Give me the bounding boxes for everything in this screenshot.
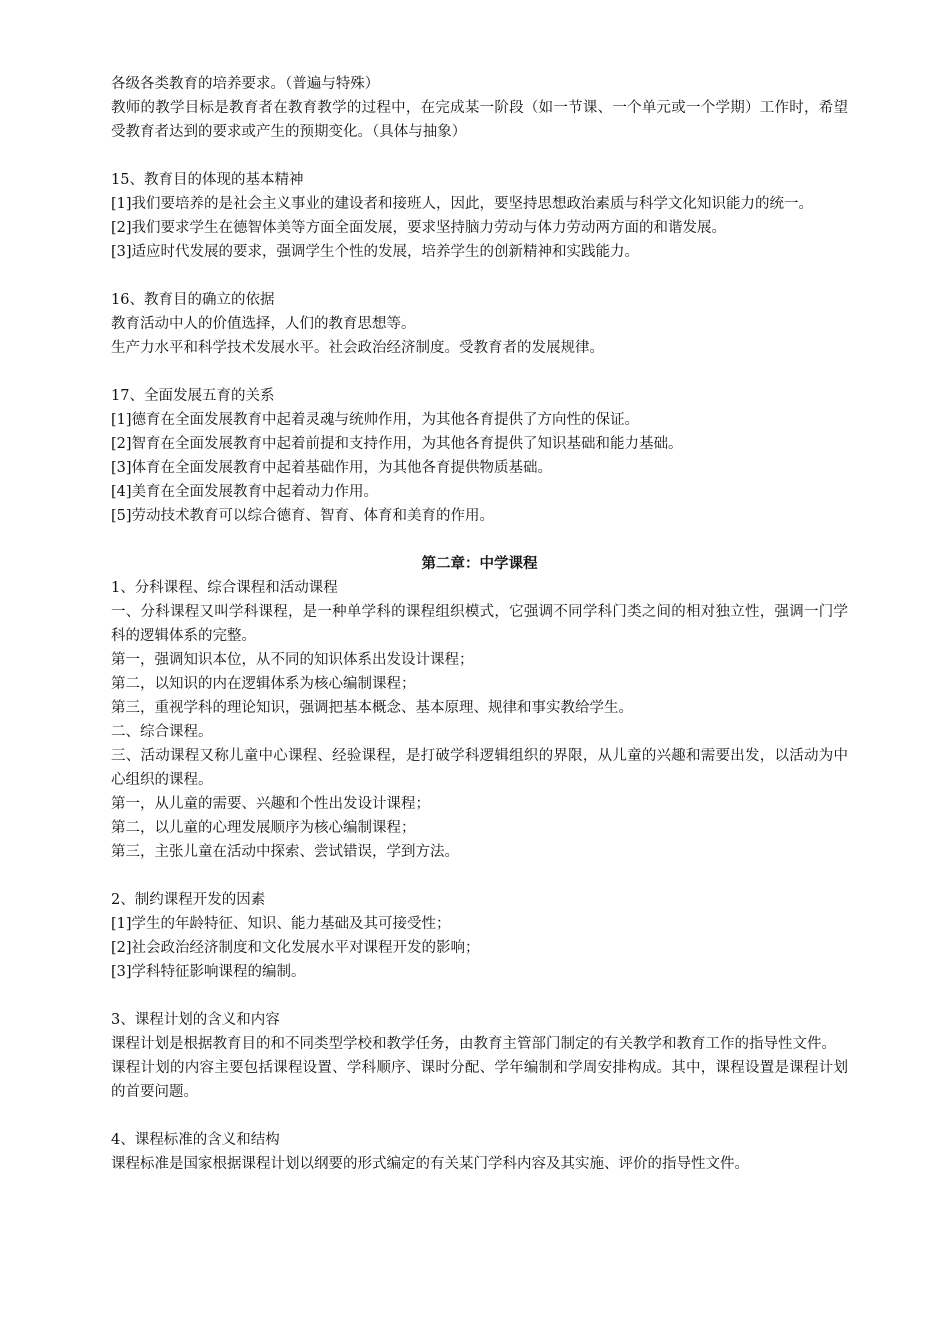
text-line: [5]劳动技术教育可以综合德育、智育、体育和美育的作用。 (111, 508, 495, 524)
paragraph-spacer (111, 864, 848, 888)
text-line: 第一，强调知识本位，从不同的知识体系出发设计课程； (111, 652, 474, 668)
text-line: 第三，重视学科的理论知识，强调把基本概念、基本原理、规律和事实教给学生。 (111, 700, 633, 716)
text-line: 17、全面发展五育的关系 (111, 388, 275, 404)
text-line: 1、分科课程、综合课程和活动课程 (111, 580, 338, 596)
chapter-heading: 第二章：中学课程 (421, 555, 538, 572)
text-line: [3]学科特征影响课程的编制。 (111, 964, 306, 980)
text-line: 第一，从儿童的需要、兴趣和个性出发设计课程； (111, 796, 430, 812)
text-line: 第三，主张儿童在活动中探索、尝试错误，学到方法。 (111, 844, 459, 860)
text-line: 二、综合课程。 (111, 724, 213, 740)
text-line: [1]我们要培养的是社会主义事业的建设者和接班人，因此，要坚持思想政治素质与科学文化知识能力的统一。 (111, 196, 814, 212)
text-line: [4]美育在全面发展教育中起着动力作用。 (111, 484, 379, 500)
text-line: 教师的教学目标是教育者在教育教学的过程中，在完成某一阶段（如一节课、一个单元或一个学期）工作时，希望受教育者达到的要求或产生的预期变化。（具体与抽象） (111, 100, 848, 140)
text-line: [2]智育在全面发展教育中起着前提和支持作用，为其他各育提供了知识基础和能力基础。 (111, 436, 683, 452)
text-line: 第二，以儿童的心理发展顺序为核心编制课程； (111, 820, 416, 836)
paragraph-spacer (111, 528, 848, 552)
text-line: [3]适应时代发展的要求，强调学生个性的发展，培养学生的创新精神和实践能力。 (111, 244, 640, 260)
text-line: 三、活动课程又称儿童中心课程、经验课程，是打破学科逻辑组织的界限，从儿童的兴趣和需要出发，以活动为中心组织的课程。 (111, 748, 848, 788)
document-page (111, 72, 848, 1176)
text-line: [3]体育在全面发展教育中起着基础作用，为其他各育提供物质基础。 (111, 460, 553, 476)
paragraph-spacer (111, 1104, 848, 1128)
text-line: 生产力水平和科学技术发展水平。社会政治经济制度。受教育者的发展规律。 (111, 340, 604, 356)
text-line: 16、教育目的确立的依据 (111, 292, 275, 308)
text-line: 教育活动中人的价值选择，人们的教育思想等。 (111, 316, 416, 332)
paragraph-spacer (111, 360, 848, 384)
text-line: 课程计划的内容主要包括课程设置、学科顺序、课时分配、学年编制和学周安排构成。其中，课程设置是课程计划的首要问题。 (111, 1060, 848, 1100)
text-line: 2、制约课程开发的因素 (111, 892, 266, 908)
text-line: 各级各类教育的培养要求。（普遍与特殊） (111, 76, 380, 92)
text-line: 15、教育目的体现的基本精神 (111, 172, 304, 188)
text-line: [2]社会政治经济制度和文化发展水平对课程开发的影响； (111, 940, 480, 956)
text-line: 一、分科课程又叫学科课程，是一种单学科的课程组织模式，它强调不同学科门类之间的相对独立性，强调一门学科的逻辑体系的完整。 (111, 604, 848, 644)
text-line: [1]学生的年龄特征、知识、能力基础及其可接受性； (111, 916, 451, 932)
paragraph-spacer (111, 264, 848, 288)
text-line: 课程标准是国家根据课程计划以纲要的形式编定的有关某门学科内容及其实施、评价的指导性文件。 (111, 1156, 749, 1172)
text-line: 3、课程计划的含义和内容 (111, 1012, 280, 1028)
paragraph-spacer (111, 144, 848, 168)
text-line: 4、课程标准的含义和结构 (111, 1132, 280, 1148)
text-line: 课程计划是根据教育目的和不同类型学校和教学任务，由教育主管部门制定的有关教学和教育工作的指导性文件。 (111, 1036, 836, 1052)
text-line: [1]德育在全面发展教育中起着灵魂与统帅作用，为其他各育提供了方向性的保证。 (111, 412, 640, 428)
paragraph-spacer (111, 984, 848, 1008)
text-line: 第二，以知识的内在逻辑体系为核心编制课程； (111, 676, 416, 692)
text-line: [2]我们要求学生在德智体美等方面全面发展，要求坚持脑力劳动与体力劳动两方面的和谐发展。 (111, 220, 727, 236)
